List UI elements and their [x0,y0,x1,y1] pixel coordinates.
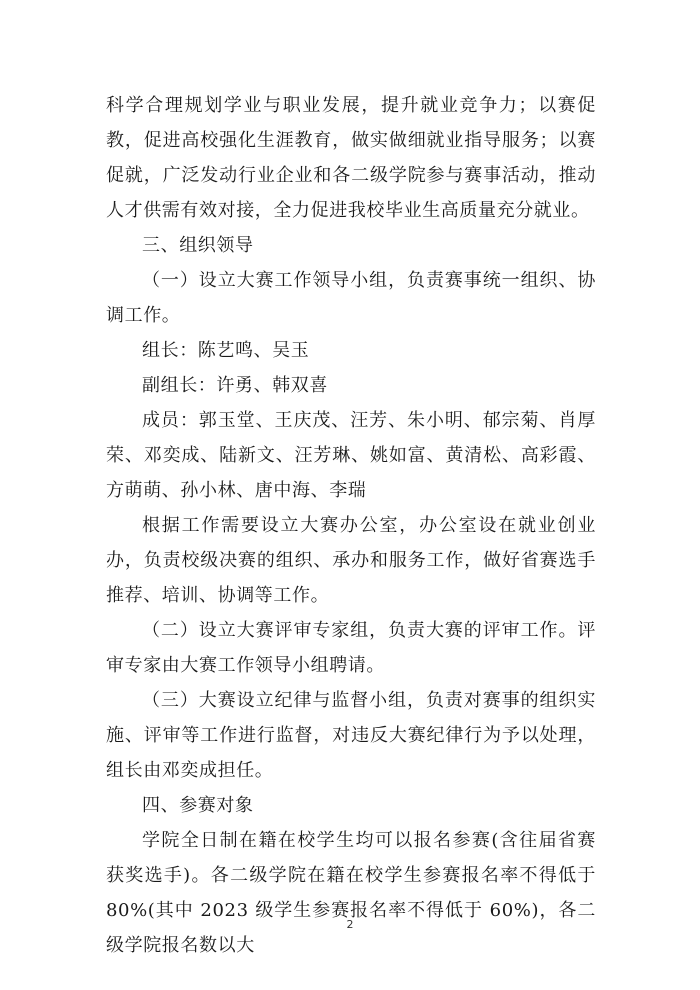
paragraph-leadership-group: （一）设立大赛工作领导小组，负责赛事统一组织、协调工作。 [106,270,596,326]
paragraph-expert-group: （二）设立大赛评审专家组，负责大赛的评审工作。评审专家由大赛工作领导小组聘请。 [106,620,596,676]
paragraph-deputy-leader: 副组长：许勇、韩双喜 [142,375,328,396]
document-body [106,88,596,963]
section-heading-participants: 四、参赛对象 [142,795,254,816]
section-heading-organization: 三、组织领导 [142,235,254,256]
paragraph-group-leader: 组长：陈艺鸣、吴玉 [142,340,310,361]
paragraph-purpose: 科学合理规划学业与职业发展，提升就业竞争力；以赛促教，促进高校强化生涯教育，做实做细就业指导服务；以赛促就，广泛发动行业企业和各二级学院参与赛事活动，推动人才供需有效对接，全力促进我校毕业生高质量充分就业。 [106,95,596,221]
paragraph-office: 根据工作需要设立大赛办公室，办公室设在就业创业办，负责校级决赛的组织、承办和服务工作，做好省赛选手推荐、培训、协调等工作。 [106,515,596,606]
paragraph-supervision-group: （三）大赛设立纪律与监督小组，负责对赛事的组织实施、评审等工作进行监督，对违反大赛纪律行为予以处理，组长由邓奕成担任。 [106,690,596,781]
page-number: 2 [346,918,354,931]
paragraph-members: 成员：郭玉堂、王庆茂、汪芳、朱小明、郁宗菊、肖厚荣、邓奕成、陆新文、汪芳琳、姚如富、黄清松、高彩霞、方萌萌、孙小林、唐中海、李瑞 [106,410,596,501]
paragraph-participants: 学院全日制在籍在校学生均可以报名参赛(含往届省赛获奖选手)。各二级学院在籍在校学生参赛报名率不得低于 80%(其中 2023 级学生参赛报名率不得低于 60%)，各二级学院报名数以大 [106,830,596,956]
